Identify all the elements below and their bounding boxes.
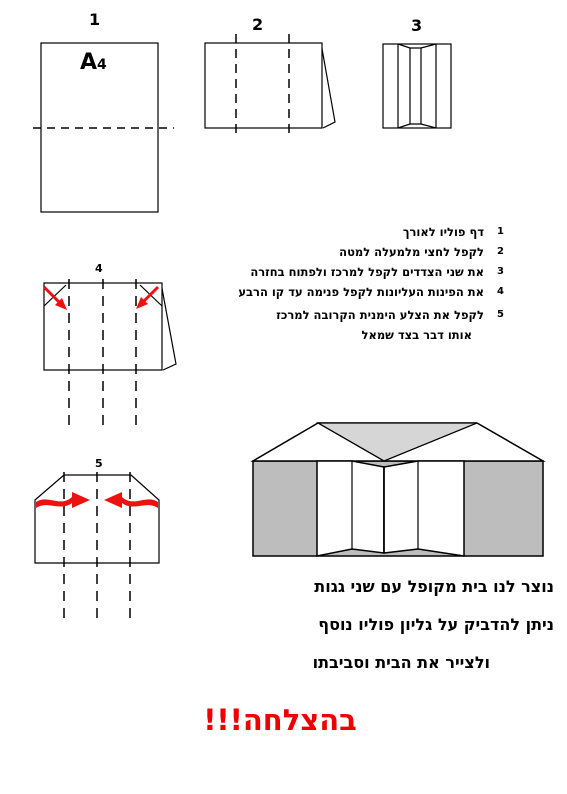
figure-5-house-shape <box>35 472 159 620</box>
figure-5-number: 5 <box>95 457 103 470</box>
instruction-step <box>164 262 504 282</box>
instruction-step <box>164 282 504 302</box>
house-illustration <box>253 423 543 556</box>
step-number: 2 <box>497 246 504 257</box>
figure-4-corner-fold <box>44 279 176 428</box>
paper-size-label <box>80 50 107 78</box>
figure-4-number: 4 <box>95 262 103 275</box>
instruction-step <box>164 242 504 262</box>
step-text-block <box>276 305 484 345</box>
instruction-step <box>164 305 504 345</box>
step-number: 3 <box>497 266 504 277</box>
figure-2-number: 2 <box>252 15 264 34</box>
paper-size-letter: A <box>80 50 98 75</box>
step-number: 5 <box>497 309 504 320</box>
step-text: דף פוליו לאורך <box>402 225 484 239</box>
figure-3-number: 3 <box>411 16 423 35</box>
result-line-2: ניתן להדביק על גליון פוליו נוסף <box>318 615 554 634</box>
result-line-3: ולצייר את הבית וסביבתו <box>312 653 490 672</box>
step-text: לקפל את הצלע הימנית הקרובה למרכז <box>276 308 484 322</box>
result-line-1: נוצר לנו בית מקופל עם שני גגות <box>314 577 554 596</box>
step-number: 4 <box>497 286 504 297</box>
step-number: 1 <box>497 226 504 237</box>
good-luck-heading: בהצלחה!!! <box>203 703 357 737</box>
paper-size-number: 4 <box>97 57 107 73</box>
step-text: את שני הצדדים לקפל למרכז ולפתוח בחזרה <box>250 265 484 279</box>
result-description <box>200 568 560 682</box>
figure-1-number: 1 <box>89 10 101 29</box>
instructions-list <box>164 222 504 345</box>
instruction-step <box>164 222 504 242</box>
step-text-continued: אותו דבר בצד שמאל <box>361 328 472 342</box>
figure-3-folded-walls <box>383 44 451 128</box>
step-text: לקפל לחצי מלמעלה למטה <box>339 245 484 259</box>
figure-2-folded-half <box>205 34 335 134</box>
step-text: את הפינות העליונות לקפל פנימה עד קו הרבע <box>238 285 484 299</box>
